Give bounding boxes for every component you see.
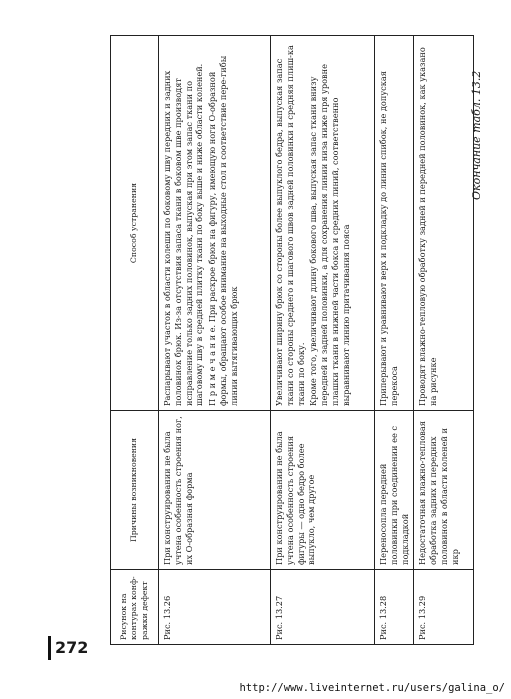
table-header-row — [111, 36, 159, 645]
correction-table-rotated — [110, 35, 469, 645]
row-figure: Рис. 13.26 — [159, 570, 271, 645]
fix-paragraph: Кроме того, увеличивают длину бокового шва, выпуская запас ткани внизу передней и задней половинки, а для сохранения линии низа ниже пря уровне плашки ткани в нижней части бокса и средних линий, соответственно выравнивают линию притачивания пояса — [308, 64, 351, 406]
header-fix: Способ устранения — [111, 36, 159, 411]
fix-paragraph: Увеличивают ширину брюк со стороны более выпуклого бедра, выпуская запас ткани со стороны среднего и шагового швов задней половинки и средняя плиш-ка ткани по боку. — [274, 45, 306, 406]
row-figure: Рис. 13.27 — [271, 570, 375, 645]
fix-paragraph: Распарывают участок в области колеши по боковому шву передних и задних половинок брюк. Из-за отсутствия запаса ткани в боковом шве производят исправление только задних половинок, выпуская при этом запас ткани по шаговому шву в средней плитку ткани по боку выше и ниже области коленей. — [162, 63, 205, 406]
page-number-bar — [48, 636, 51, 660]
table-row — [159, 36, 271, 645]
table-row — [414, 36, 474, 645]
footer-url: http://www.liveinternet.ru/users/galina_o/ — [239, 682, 505, 694]
row-fix — [159, 36, 271, 411]
table-row — [375, 36, 414, 645]
row-figure: Рис. 13.28 — [375, 570, 414, 645]
row-cause: Переносопла передней половинки при соединении ее с подкладкой — [375, 411, 414, 570]
row-fix — [414, 36, 474, 411]
row-cause: При конструировании не была учтена особенность строения фигуры — одно бедро более выпукло, чем другое — [271, 411, 375, 570]
header-cause: Причины возникновения — [111, 411, 159, 570]
row-fix — [375, 36, 414, 411]
row-figure: Рис. 13.29 — [414, 570, 474, 645]
header-figure: Рисунок на контурах конф-ражки дефект — [111, 570, 159, 645]
row-cause: Недостаточная влажно-тепловая обработка задних и передних половинок в области коленей и икр — [414, 411, 474, 570]
row-fix — [271, 36, 375, 411]
page-number: 272 — [55, 638, 89, 657]
table-caption: Окончание табл. 13.2 — [470, 70, 483, 200]
fix-paragraph: Приперывают и уравнивают верх и подкладку до линии спибок, не допуская перекоса — [378, 71, 399, 406]
table-row — [271, 36, 375, 645]
defects-table — [110, 35, 474, 645]
row-cause: При конструировании не была учтена особенность строения ног, их О-образная форма — [159, 411, 271, 570]
fix-paragraph: Проводят влажно-тепловую обработку задней и передней половинок, как указано на рисунке — [417, 47, 439, 406]
fix-note: П р и м е ч а н и е. При раскрое брюк на фигуру, имеющую ноги О-образной формы, обращают особое внимание на выходные стол и соответствие пере-гибы линии вытягивающих брюк — [207, 55, 239, 406]
